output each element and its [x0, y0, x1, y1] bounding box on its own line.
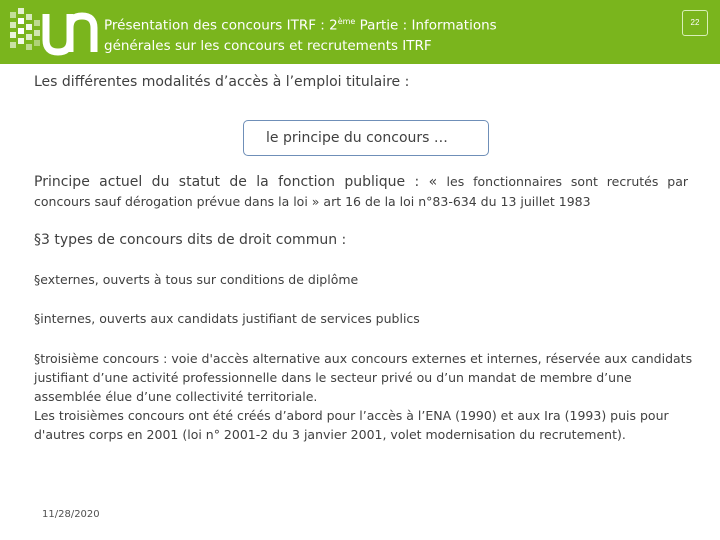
troisieme-description: §troisième concours : voie d'accès alternative aux concours externes et internes, réservée aux candidats justifiant d’une activité professionnelle dans le secteur privé ou d’un mandat de membre d’une assemblée élue d’une collectivité territoriale.: [34, 351, 693, 404]
list-item-externes: §externes, ouverts à tous sur conditions de diplôme: [34, 272, 359, 287]
troisieme-note: Les troisièmes concours ont été créés d’abord pour l’accès à l’ENA (1990) et aux Ira (1993) puis pour d'autres corps en 2001 (loi n° 2001-2 du 3 janvier 2001, volet modernisation du recrutement).: [34, 408, 669, 442]
slide-number: 22: [682, 10, 708, 36]
header-bar: [0, 0, 720, 64]
principle-paragraph: Principe actuel du statut de la fonction publique : « les fonctionnaires sont recrutés par concours sauf dérogation prévue dans la loi » art 16 de la loi n°83-634 du 13 juillet 1983: [34, 174, 689, 209]
principle-box: le principe du concours …: [243, 120, 489, 156]
list-item-internes: §internes, ouverts aux candidats justifiant de services publics: [34, 311, 420, 326]
list-item-troisieme: [34, 349, 694, 444]
university-logo-icon: [8, 6, 98, 58]
footer-date: 11/28/2020: [42, 509, 100, 520]
slide-title: Présentation des concours ITRF : 2ème Partie : Informations générales sur les concours et recrutements ITRF: [104, 17, 497, 54]
section-heading: Les différentes modalités d’accès à l’emploi titulaire :: [34, 74, 410, 90]
types-heading: §3 types de concours dits de droit commun :: [34, 232, 347, 248]
